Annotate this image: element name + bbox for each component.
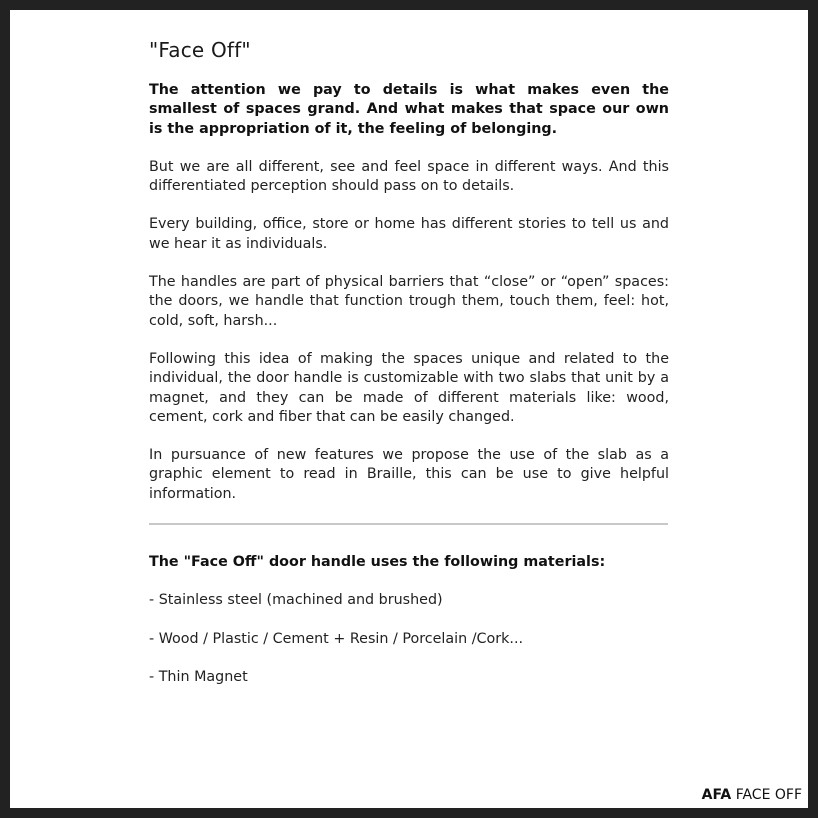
brand-logo-text: AFA <box>701 787 732 803</box>
body-paragraph: Following this idea of making the spaces unique and related to the individual, the door handle is customizable with two slabs that unit by a magnet, and they can be made of different materials like: wood, cement, cork and fiber that can be easily changed. <box>149 350 669 425</box>
page-title: "Face Off" <box>149 38 251 62</box>
frame-border-left <box>0 0 10 818</box>
intro-paragraph: The attention we pay to details is what makes even the smallest of spaces grand. And what makes that space our own is the appropriation of it, the feeling of belonging. <box>149 82 669 137</box>
frame-border-bottom <box>0 808 818 818</box>
body-paragraph: The handles are part of physical barriers that “close” or “open” spaces: the doors, we handle that function trough them, touch them, feel: hot, cold, soft, harsh... <box>149 274 669 329</box>
document-content <box>149 36 669 707</box>
frame-border-right <box>808 0 818 818</box>
materials-heading: The "Face Off" door handle uses the following materials: <box>149 554 606 571</box>
materials-list-item: - Wood / Plastic / Cement + Resin / Porcelain /Cork... <box>149 630 524 647</box>
footer-label <box>702 786 802 804</box>
frame-border-top <box>0 0 818 10</box>
body-paragraph: Every building, office, store or home has different stories to tell us and we hear it as individuals. <box>149 216 669 252</box>
footer-title: FACE OFF <box>735 787 802 803</box>
materials-list-item: - Stainless steel (machined and brushed) <box>149 592 443 609</box>
body-paragraph: In pursuance of new features we propose the use of the slab as a graphic element to read in Braille, this can be use to give helpful information. <box>149 447 669 502</box>
section-divider <box>149 523 668 525</box>
materials-list-item: - Thin Magnet <box>149 669 248 686</box>
body-paragraph: But we are all different, see and feel space in different ways. And this differentiated perception should pass on to details. <box>149 158 669 195</box>
